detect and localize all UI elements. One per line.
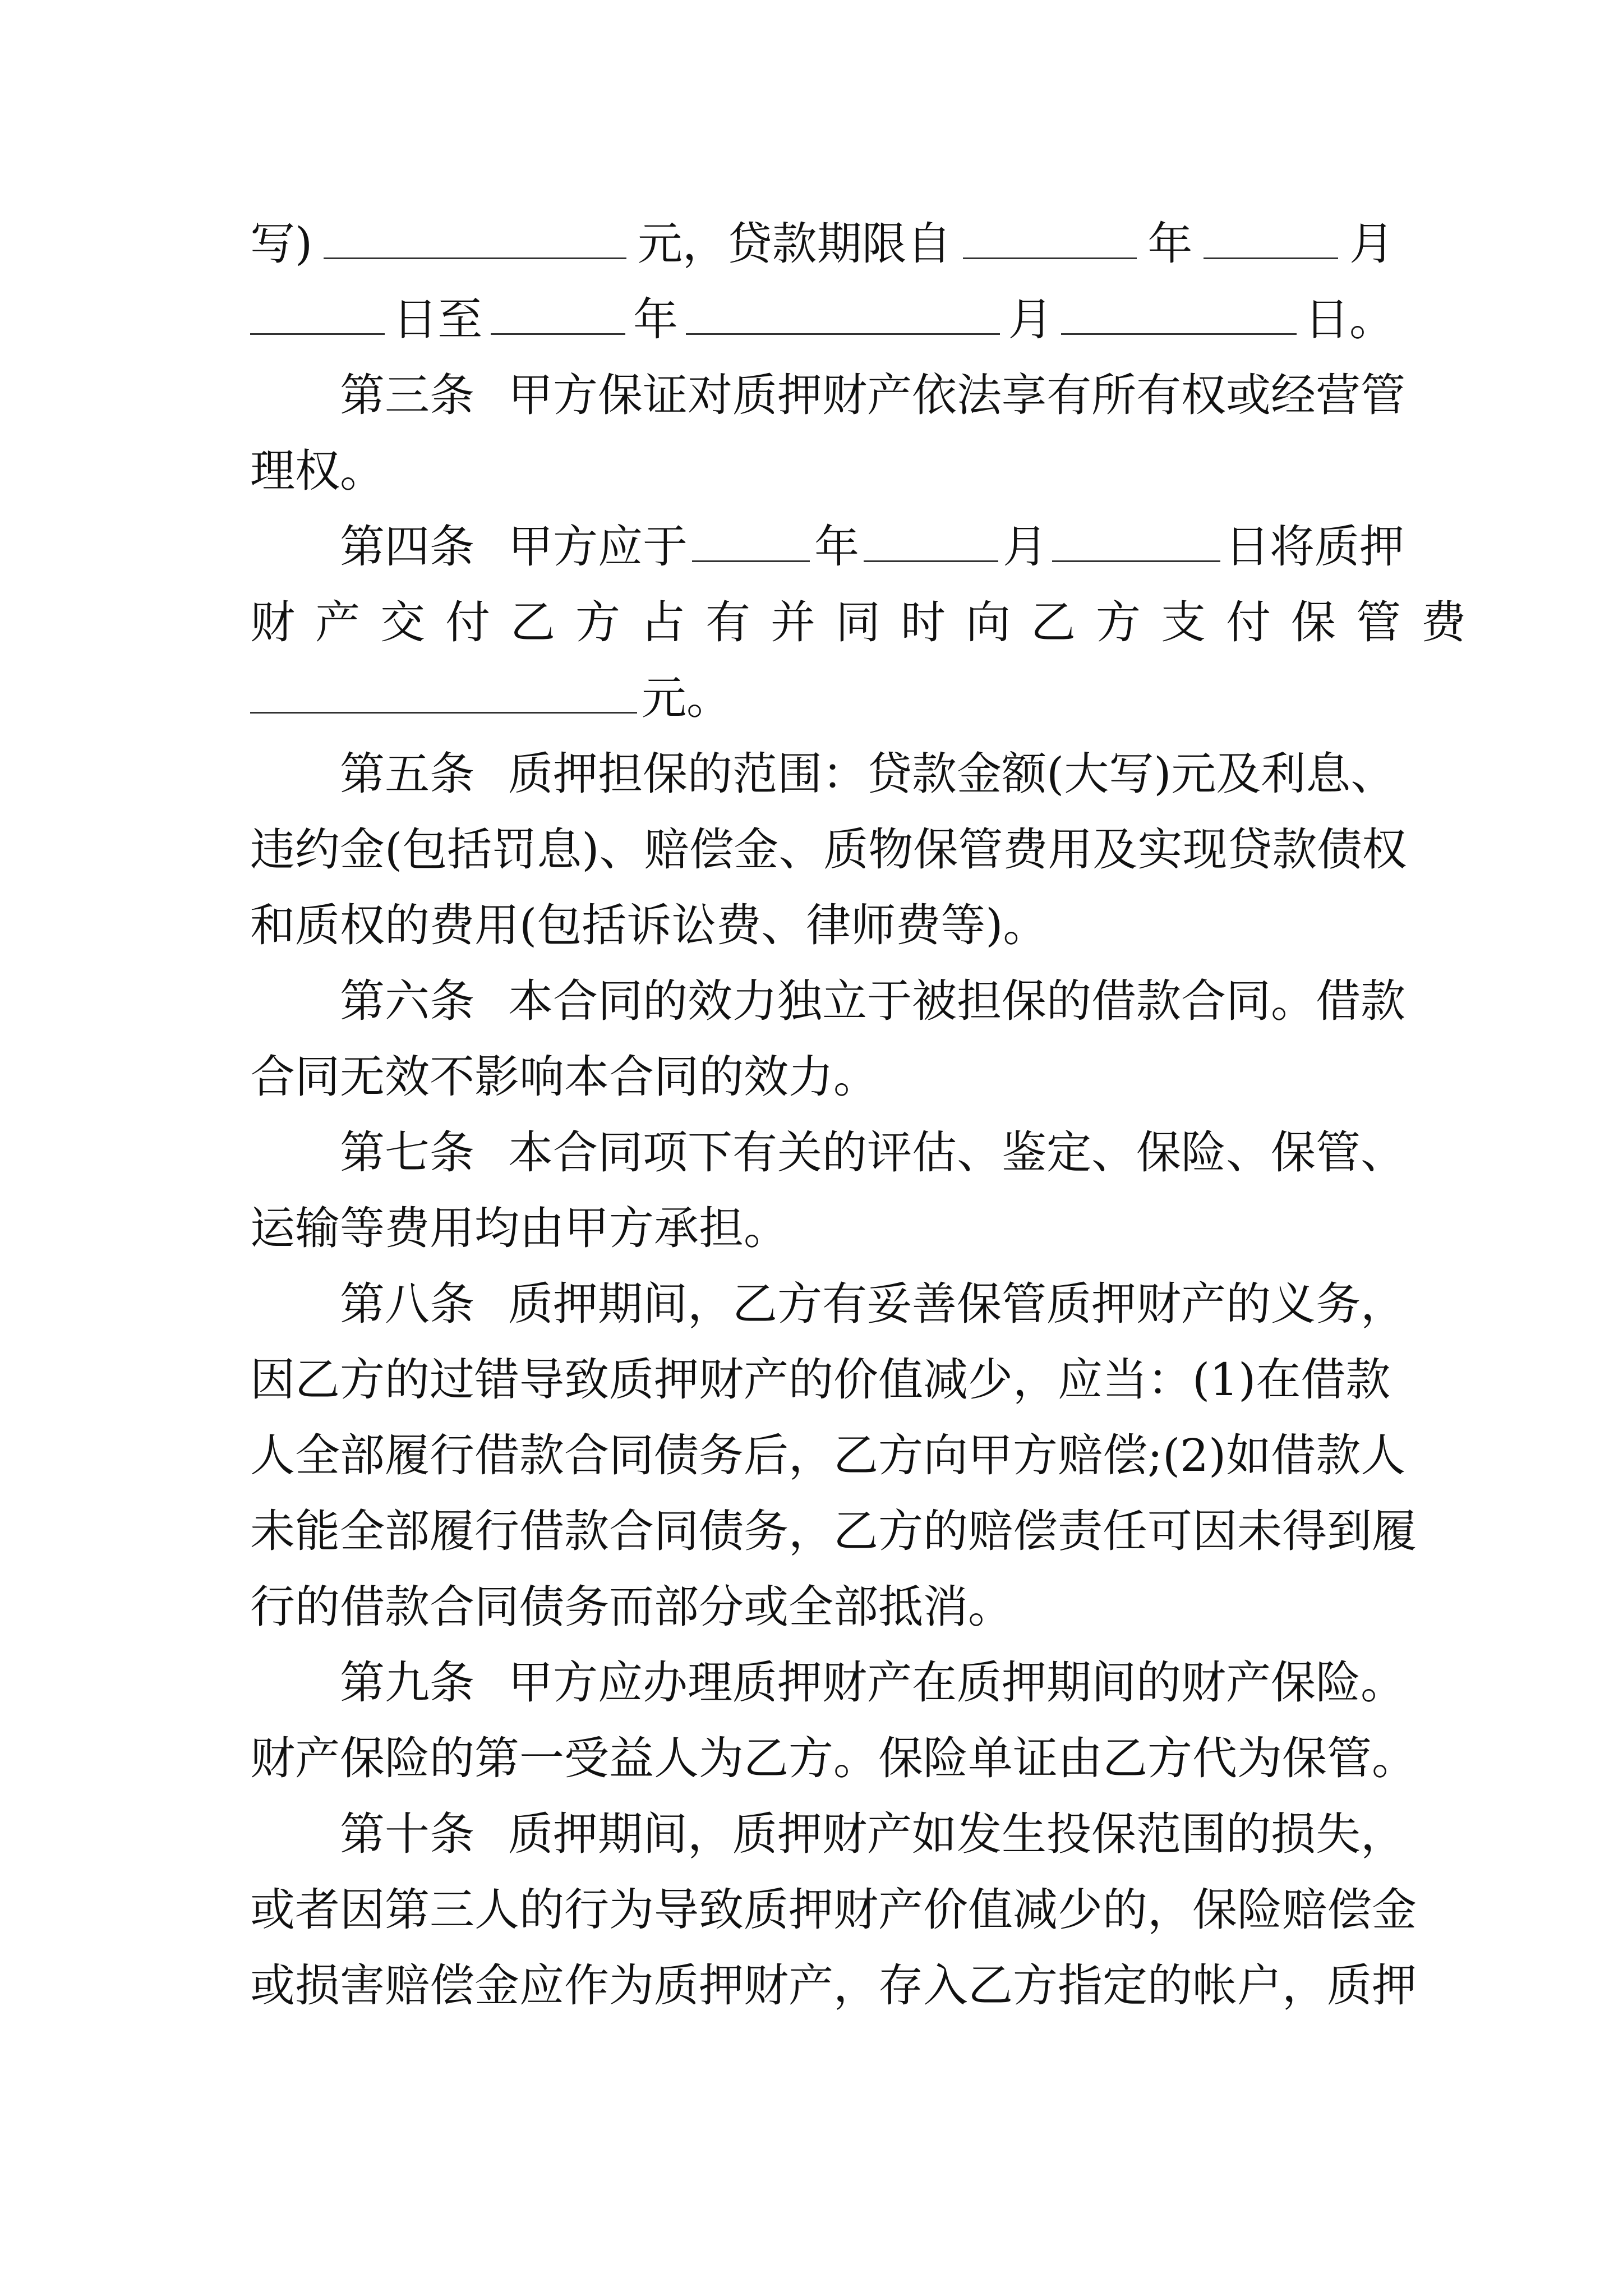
fill-blank[interactable] — [963, 218, 1137, 259]
article-text: 因乙方的过错导致质押财产的价值减少，应当：(1)在借款 — [250, 1354, 1391, 1406]
article-4-line-1 — [340, 519, 1404, 575]
text-fragment: 甲方应于 — [508, 521, 688, 573]
article-8-line-4 — [250, 1503, 1417, 1559]
text-fragment: 写) — [250, 218, 313, 270]
article-text: 甲方保证对质押财产依法享有所有权或经营管 — [508, 369, 1405, 421]
article-text: 未能全部履行借款合同债务，乙方的赔偿责任可因未得到履 — [250, 1505, 1417, 1557]
article-label: 第八条 — [340, 1278, 474, 1330]
text-line — [250, 216, 1394, 272]
fill-blank[interactable] — [491, 294, 625, 335]
fill-blank[interactable] — [324, 218, 626, 259]
fill-blank[interactable] — [686, 294, 1000, 335]
fill-blank[interactable] — [692, 521, 810, 562]
article-text: 行的借款合同债务而部分或全部抵消。 — [250, 1581, 1013, 1633]
article-7-line-2 — [250, 1200, 1394, 1257]
text-fragment: 日。 — [1304, 293, 1394, 346]
article-10-line-2 — [250, 1882, 1417, 1938]
article-text: 合同无效不影响本合同的效力。 — [250, 1051, 878, 1103]
article-8-line-3 — [250, 1428, 1406, 1484]
article-text: 质押期间，乙方有妥善保管质押财产的义务， — [508, 1278, 1405, 1330]
article-8-line-5 — [250, 1579, 1394, 1635]
article-10-line-3 — [250, 1958, 1417, 2014]
article-5-line-2 — [250, 822, 1407, 878]
article-label: 第九条 — [340, 1657, 474, 1709]
article-5-line-3 — [250, 898, 1394, 954]
fill-blank[interactable] — [250, 673, 637, 714]
text-fragment: 月 — [1349, 218, 1394, 270]
article-text: 理权。 — [250, 445, 385, 497]
article-text: 或损害赔偿金应作为质押财产，存入乙方指定的帐户，质押 — [250, 1959, 1417, 2012]
article-3-line-2 — [250, 443, 1394, 499]
text-fragment: 年 — [1147, 218, 1193, 270]
article-9-line-1 — [340, 1655, 1405, 1711]
article-text: 或者因第三人的行为导致质押财产价值减少的，保险赔偿金 — [250, 1884, 1417, 1936]
article-4-line-3 — [250, 670, 1394, 726]
article-text: 财产保险的第一受益人为乙方。保险单证由乙方代为保管。 — [250, 1732, 1417, 1784]
article-text: 和质权的费用(包括诉讼费、律师费等)。 — [250, 899, 1048, 951]
fill-blank[interactable] — [1204, 218, 1338, 259]
article-text: 人全部履行借款合同债务后，乙方向甲方赔偿;(2)如借款人 — [250, 1429, 1406, 1481]
article-10-line-1 — [340, 1806, 1405, 1862]
fill-blank[interactable] — [1052, 521, 1220, 562]
article-label: 第三条 — [340, 369, 474, 421]
article-text: 财产交付乙方占有并同时向乙方支付保管费 — [250, 596, 1486, 648]
text-fragment: 年 — [814, 521, 859, 573]
text-fragment: 月 — [1003, 521, 1048, 573]
article-8-line-1 — [340, 1276, 1405, 1332]
article-9-line-2 — [250, 1731, 1417, 1787]
article-5-line-1 — [340, 746, 1394, 802]
article-6-line-1 — [340, 973, 1405, 1029]
article-text: 违约金(包括罚息)、赔偿金、质物保管费用及实现贷款债权 — [250, 823, 1407, 876]
fill-blank[interactable] — [250, 294, 385, 335]
article-8-line-2 — [250, 1352, 1394, 1408]
fill-blank[interactable] — [864, 521, 998, 562]
article-text: 质押担保的范围：贷款金额(大写)元及利息、 — [508, 748, 1396, 800]
article-4-line-2 — [250, 595, 1486, 651]
text-fragment: 元。 — [642, 672, 731, 724]
article-label: 第十条 — [340, 1808, 474, 1860]
text-line — [250, 292, 1394, 348]
article-text: 运输等费用均由甲方承担。 — [250, 1202, 789, 1254]
text-fragment: 日至 — [393, 293, 483, 346]
article-3-line-1 — [340, 367, 1405, 424]
text-fragment: 元，贷款期限自 — [637, 218, 952, 270]
article-label: 第四条 — [340, 521, 474, 573]
article-text: 甲方应办理质押财产在质押期间的财产保险。 — [508, 1657, 1405, 1709]
text-fragment: 年 — [633, 293, 678, 346]
article-7-line-1 — [340, 1125, 1405, 1181]
article-text: 质押期间，质押财产如发生投保范围的损失， — [508, 1808, 1405, 1860]
text-fragment: 月 — [1008, 293, 1053, 346]
article-text: 本合同项下有关的评估、鉴定、保险、保管、 — [508, 1126, 1405, 1179]
fill-blank[interactable] — [1061, 294, 1297, 335]
article-label: 第六条 — [340, 975, 474, 1027]
text-fragment: 日将质押 — [1225, 521, 1404, 573]
article-text: 本合同的效力独立于被担保的借款合同。借款 — [508, 975, 1405, 1027]
article-label: 第七条 — [340, 1126, 474, 1179]
article-label: 第五条 — [340, 748, 474, 800]
article-6-line-2 — [250, 1049, 1394, 1105]
